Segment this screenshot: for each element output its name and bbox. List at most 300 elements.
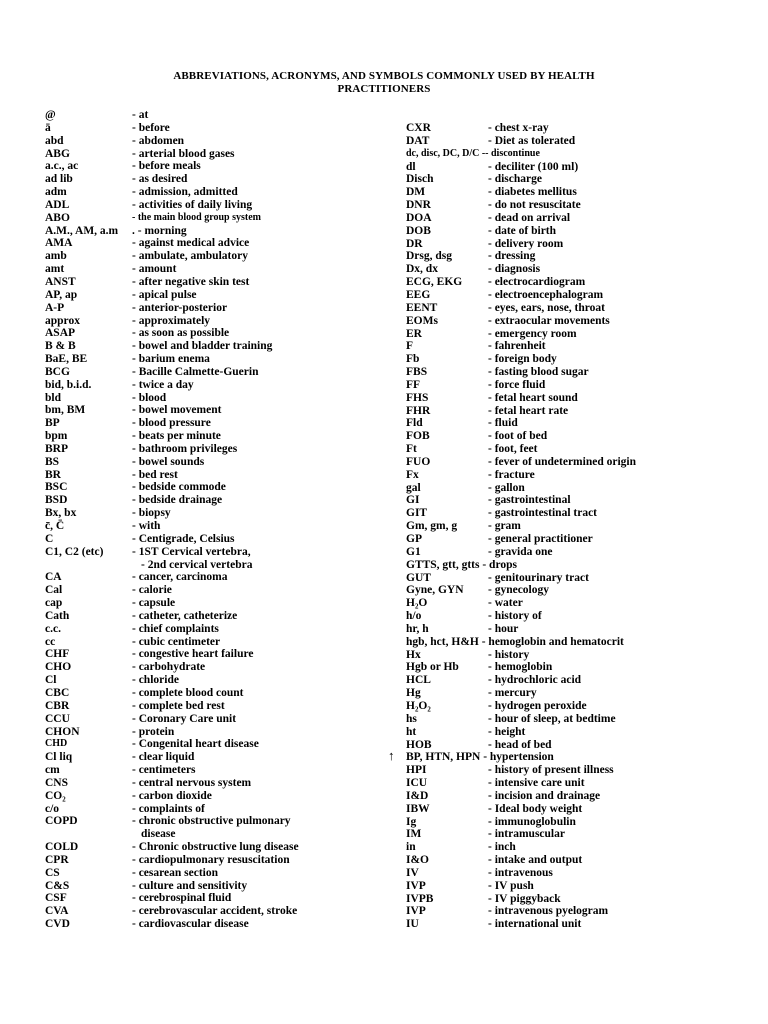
abbreviation: amt — [45, 263, 65, 276]
abbreviation: Dx, dx — [406, 263, 438, 276]
list-item — [45, 237, 385, 250]
abbreviation: G1 — [406, 545, 421, 558]
abbreviation: Ig — [406, 815, 417, 828]
definition: - cardiovascular disease — [132, 918, 249, 931]
definition: - anterior-posterior — [132, 301, 228, 314]
definition: - diabetes mellitus — [488, 186, 577, 199]
abbreviation: COPD — [45, 815, 78, 828]
abbreviation: FUO — [406, 455, 431, 468]
abbreviation: BP, HTN, HPN - hypertension — [406, 751, 554, 764]
list-item — [406, 841, 768, 854]
definition: - cardiopulmonary resuscitation — [132, 853, 290, 866]
definition: - fahrenheit — [488, 340, 546, 353]
definition: - IV push — [488, 879, 534, 892]
arrow-up-icon: ↑ — [388, 748, 395, 764]
definition: - hydrochloric acid — [488, 674, 582, 687]
definition: - dead on arrival — [488, 211, 571, 224]
definition: - bowel movement — [132, 404, 222, 417]
abbreviation: bld — [45, 391, 61, 404]
definition: - fetal heart sound — [488, 391, 578, 404]
list-item — [406, 816, 768, 829]
list-item — [406, 148, 768, 161]
list-item — [388, 748, 768, 764]
definition: - general practitioner — [488, 533, 593, 545]
abbreviation: IM — [406, 828, 422, 841]
list-item — [406, 161, 768, 174]
abbreviation: Cl — [45, 674, 57, 687]
abbreviation: IV — [406, 866, 419, 879]
abbreviation: ASAP — [45, 327, 76, 340]
list-item — [406, 636, 768, 649]
abbreviation: FHS — [406, 391, 429, 404]
abbreviation: ā — [45, 121, 51, 134]
definition: - foot, feet — [488, 443, 538, 456]
abbreviation: B & B — [45, 340, 76, 353]
definition: - incision and drainage — [488, 789, 601, 802]
definition: - eyes, ears, nose, throat — [488, 301, 605, 314]
definition: - bowel sounds — [132, 455, 205, 468]
list-item — [406, 379, 768, 392]
list-item — [45, 790, 385, 803]
list-item — [45, 520, 385, 533]
list-item — [45, 546, 385, 572]
list-item — [406, 482, 768, 495]
definition: - carbon dioxide — [132, 789, 212, 802]
abbreviation: C1, C2 (etc) — [45, 545, 104, 558]
abbreviation: ABG — [45, 147, 70, 160]
definition: - approximately — [132, 314, 211, 327]
definition: - Bacille Calmette-Guerin — [132, 365, 259, 378]
abbreviation: A-P — [45, 301, 65, 314]
definition: - diagnosis — [488, 263, 541, 276]
abbreviation: AMA — [45, 237, 73, 250]
definition: - foot of bed — [488, 430, 548, 443]
abbreviation: approx — [45, 314, 80, 327]
definition: - Coronary Care unit — [132, 712, 237, 725]
abbreviation: ANST — [45, 275, 76, 288]
abbreviation: Disch — [406, 173, 434, 186]
definition: - fever of undetermined origin — [488, 455, 636, 468]
abbreviation: F — [406, 340, 414, 353]
definition: - at — [132, 109, 149, 121]
abbreviation: ABO — [45, 211, 70, 224]
list-item — [45, 392, 385, 405]
abbreviation: CBC — [45, 686, 70, 699]
abbreviation: Hg — [406, 687, 421, 700]
list-item — [45, 160, 385, 173]
definition: - activities of daily living — [132, 198, 253, 211]
list-item — [45, 674, 385, 687]
abbreviation: C&S — [45, 879, 70, 892]
abbreviation: CHF — [45, 648, 70, 661]
abbreviation: CHON — [45, 725, 80, 738]
abbreviation: BCG — [45, 365, 70, 378]
definition: - bedside commode — [132, 481, 226, 494]
list-item — [406, 828, 768, 841]
list-item — [406, 456, 768, 469]
list-item — [45, 584, 385, 597]
abbreviation: c/o — [45, 802, 60, 815]
list-item — [406, 520, 768, 533]
left-column — [45, 109, 385, 931]
abbreviation: DNR — [406, 199, 431, 212]
definition: - complete blood count — [132, 686, 244, 699]
list-item — [406, 623, 768, 636]
definition: - twice a day — [132, 378, 194, 391]
right-column — [388, 122, 768, 931]
definition: - hour — [488, 622, 519, 635]
abbreviation: CPR — [45, 853, 69, 866]
list-item — [406, 918, 768, 931]
list-item — [45, 417, 385, 430]
abbreviation: EENT — [406, 301, 438, 314]
definition: - chief complaints — [132, 622, 219, 635]
abbreviation: cm — [45, 764, 60, 777]
abbreviation: Cal — [45, 584, 63, 597]
definition-line-1: - chronic obstructive pulmonary — [132, 815, 291, 828]
abbreviation: in — [406, 841, 416, 854]
abbreviation: gal — [406, 481, 421, 494]
list-item — [45, 315, 385, 328]
abbreviation: ad lib — [45, 173, 73, 186]
abbreviation: CBR — [45, 699, 70, 712]
list-item — [45, 751, 385, 764]
definition: - cancer, carcinoma — [132, 571, 228, 584]
page-title-line-2: PRACTITIONERS — [337, 83, 431, 95]
list-item — [406, 302, 768, 315]
list-item — [45, 764, 385, 777]
abbreviation: Gm, gm, g — [406, 520, 458, 533]
definition: - culture and sensitivity — [132, 879, 248, 892]
abbreviation: Drsg, dsg — [406, 250, 453, 263]
definition: - bathroom privileges — [132, 442, 238, 455]
abbreviation: amb — [45, 250, 67, 263]
definition: - Centigrade, Celsius — [132, 532, 235, 545]
abbreviation: CVD — [45, 918, 70, 931]
list-item — [406, 584, 768, 597]
list-item — [45, 135, 385, 148]
list-item — [406, 700, 768, 713]
list-item — [45, 726, 385, 739]
definition — [132, 815, 291, 841]
list-item — [406, 122, 768, 135]
definition: - IV piggyback — [488, 892, 561, 905]
list-item — [45, 803, 385, 816]
page-title-line-1: ABBREVIATIONS, ACRONYMS, AND SYMBOLS COMMONLY USED BY HEALTH — [173, 70, 595, 82]
definition: - calorie — [132, 584, 172, 597]
list-item — [45, 366, 385, 379]
list-item — [45, 700, 385, 713]
abbreviation: cc — [45, 635, 56, 648]
definition: - force fluid — [488, 378, 546, 391]
abbreviation: BaE, BE — [45, 353, 88, 366]
definition: - fracture — [488, 468, 535, 481]
definition: - history of — [488, 610, 542, 623]
definition: - immunoglobulin — [488, 815, 576, 828]
abbreviation: DOA — [406, 211, 432, 224]
abbreviation: FOB — [406, 430, 430, 443]
abbreviation: BRP — [45, 442, 68, 455]
list-item — [406, 225, 768, 238]
list-item — [406, 790, 768, 803]
abbreviation: BSD — [45, 494, 68, 507]
list-item — [406, 739, 768, 752]
definition: - electroencephalogram — [488, 288, 604, 301]
definition: - Chronic obstructive lung disease — [132, 841, 299, 854]
definition: - before meals — [132, 160, 201, 173]
definition: - genitourinary tract — [488, 571, 589, 584]
list-item — [406, 238, 768, 251]
definition: - against medical advice — [132, 237, 250, 250]
list-item — [45, 456, 385, 469]
list-item — [406, 328, 768, 341]
abbreviation: dc, disc, DC, D/C -- discontinue — [406, 147, 540, 159]
list-item — [406, 674, 768, 687]
definition: - capsule — [132, 597, 176, 610]
list-item — [406, 417, 768, 430]
definition: - hydrogen peroxide — [488, 699, 587, 712]
abbreviation: CSF — [45, 892, 67, 905]
abbreviation: DAT — [406, 134, 430, 147]
definition: - Diet as tolerated — [488, 134, 576, 147]
list-item — [406, 276, 768, 289]
definition: - congestive heart failure — [132, 648, 254, 661]
list-item — [406, 546, 768, 559]
definition: - international unit — [488, 918, 582, 931]
abbreviation: IU — [406, 918, 419, 931]
abbreviation: BSC — [45, 481, 68, 494]
list-item — [406, 854, 768, 867]
abbreviation: h/o — [406, 610, 422, 623]
abbreviation: c.c. — [45, 622, 61, 635]
abbreviation: FBS — [406, 366, 428, 379]
abbreviation: hr, h — [406, 622, 429, 635]
list-item — [45, 648, 385, 661]
definition: - do not resuscitate — [488, 199, 581, 212]
abbreviation: ECG, EKG — [406, 276, 463, 289]
list-item — [406, 199, 768, 212]
definition: - electrocardiogram — [488, 276, 586, 289]
definition: - fasting blood sugar — [488, 366, 589, 379]
list-item — [406, 366, 768, 379]
list-item — [406, 610, 768, 623]
abbreviation: ER — [406, 327, 422, 340]
definition: - date of birth — [488, 224, 557, 237]
list-item — [45, 122, 385, 135]
list-item — [406, 212, 768, 225]
definition: - hour of sleep, at bedtime — [488, 712, 616, 725]
list-item — [406, 597, 768, 610]
abbreviation: IVP — [406, 905, 426, 918]
abbreviation: GP — [406, 533, 422, 545]
list-item — [45, 507, 385, 520]
definition: - chloride — [132, 674, 179, 687]
definition: - intravenous pyelogram — [488, 905, 609, 918]
definition: - ambulate, ambulatory — [132, 250, 248, 263]
list-item — [45, 404, 385, 417]
abbreviation: BP — [45, 417, 60, 430]
abbreviation: HCL — [406, 674, 431, 687]
abbreviation: Fld — [406, 417, 423, 430]
definition: - clear liquid — [132, 751, 195, 764]
list-item — [406, 250, 768, 263]
definition: - before — [132, 121, 170, 134]
abbreviation: H₂O — [406, 597, 428, 610]
abbreviation: GI — [406, 494, 420, 507]
abbreviation: I&O — [406, 854, 429, 867]
abbreviation: ht — [406, 725, 417, 738]
abbreviation: HPI — [406, 764, 427, 777]
definition: - history of present illness — [488, 764, 614, 777]
definition: - admission, admitted — [132, 186, 238, 199]
definition: - complaints of — [132, 802, 205, 815]
list-item — [406, 289, 768, 302]
abbreviation: DM — [406, 186, 426, 199]
list-item — [406, 494, 768, 507]
abbreviation: EOMs — [406, 314, 438, 327]
definition: - beats per minute — [132, 430, 221, 443]
definition: - with — [132, 520, 161, 532]
abbreviation: CHD — [45, 738, 68, 750]
abbreviation: FF — [406, 378, 421, 391]
list-item — [406, 340, 768, 353]
definition: - as desired — [132, 173, 188, 186]
list-item — [406, 777, 768, 790]
list-item — [45, 173, 385, 186]
abbreviation: Gyne, GYN — [406, 584, 464, 597]
list-item — [45, 199, 385, 212]
list-item — [45, 379, 385, 392]
list-item — [45, 610, 385, 623]
list-item — [406, 649, 768, 662]
abbreviation: CA — [45, 571, 62, 584]
abbreviation: H₂O₂ — [406, 699, 431, 712]
abbreviation: @ — [45, 109, 56, 121]
definition: - abdomen — [132, 134, 185, 147]
definition: - gravida one — [488, 545, 553, 558]
abbreviation: adm — [45, 186, 67, 199]
list-item — [45, 109, 385, 122]
definition: - amount — [132, 263, 177, 276]
definition-line-2: disease — [141, 828, 176, 841]
abbreviation: AP, ap — [45, 288, 78, 301]
list-item — [45, 738, 385, 751]
definition: - arterial blood gases — [132, 147, 235, 160]
abbreviation: Ft — [406, 443, 417, 456]
list-item — [406, 533, 768, 546]
definition: - intramuscular — [488, 828, 565, 841]
abbreviation: FHR — [406, 404, 431, 417]
definition: - cerebrospinal fluid — [132, 892, 232, 905]
list-item — [45, 880, 385, 893]
abbreviation: CNS — [45, 776, 69, 789]
abbreviation: Fx — [406, 468, 419, 481]
abbreviation: C — [45, 532, 54, 545]
list-item — [45, 225, 385, 238]
list-item — [406, 867, 768, 880]
abbreviation: c̄, C̄ — [45, 520, 65, 532]
abbreviation: BS — [45, 455, 60, 468]
abbreviation: DR — [406, 237, 423, 250]
abbreviation: bpm — [45, 430, 68, 443]
abbreviation: bid, b.i.d. — [45, 378, 92, 391]
list-item — [45, 276, 385, 289]
abbreviation: GUT — [406, 571, 431, 584]
list-item — [406, 443, 768, 456]
definition: - water — [488, 597, 523, 610]
list-item — [406, 353, 768, 366]
definition: - fetal heart rate — [488, 404, 569, 417]
definition: - cesarean section — [132, 866, 219, 879]
definition: - history — [488, 648, 530, 661]
abbreviation: BR — [45, 468, 61, 481]
list-item — [406, 572, 768, 585]
abbreviation: CS — [45, 866, 60, 879]
abbreviation: Fb — [406, 353, 420, 366]
list-item — [406, 507, 768, 520]
list-item — [406, 880, 768, 893]
list-item — [45, 815, 385, 841]
abbreviation: GIT — [406, 507, 428, 520]
list-item — [45, 597, 385, 610]
list-item — [406, 905, 768, 918]
definition: . - morning — [132, 224, 187, 237]
definition: - intensive care unit — [488, 777, 585, 790]
definition: - extraocular movements — [488, 314, 610, 327]
abbreviation: Hgb or Hb — [406, 661, 459, 674]
abbreviation: hs — [406, 712, 417, 725]
definition: - barium enema — [132, 353, 210, 366]
list-item — [45, 905, 385, 918]
list-item — [45, 661, 385, 674]
definition: - intake and output — [488, 854, 583, 867]
abbreviation: A.M., AM, a.m — [45, 224, 119, 237]
list-item — [45, 340, 385, 353]
abbreviation: CXR — [406, 122, 431, 134]
abbreviation: CCU — [45, 712, 70, 725]
list-item — [45, 263, 385, 276]
abbreviation: CHO — [45, 661, 72, 674]
definition: - cubic centimeter — [132, 635, 221, 648]
list-item — [45, 469, 385, 482]
definition: - gastrointestinal tract — [488, 507, 598, 520]
list-item — [45, 289, 385, 302]
definition: - catheter, catheterize — [132, 609, 238, 622]
list-item — [406, 469, 768, 482]
definition: - gynecology — [488, 584, 550, 597]
list-item — [45, 713, 385, 726]
list-item — [406, 713, 768, 726]
list-item — [45, 302, 385, 315]
list-item — [45, 918, 385, 931]
abbreviation: hgb, hct, H&H - hemoglobin and hematocrit — [406, 635, 624, 648]
abbreviation: a.c., ac — [45, 160, 79, 173]
list-item — [45, 443, 385, 456]
abbreviation: GTTS, gtt, gtts - drops — [406, 558, 517, 571]
abbreviation: ADL — [45, 198, 70, 211]
abbreviation: abd — [45, 134, 64, 147]
definition: - protein — [132, 725, 175, 738]
definition: - blood pressure — [132, 417, 211, 430]
definition: - head of bed — [488, 738, 552, 751]
abbreviation: I&D — [406, 789, 429, 802]
definition: - fluid — [488, 417, 518, 430]
definition: - discharge — [488, 173, 542, 186]
list-item — [406, 661, 768, 674]
list-item — [45, 481, 385, 494]
list-item — [45, 494, 385, 507]
definition: - Ideal body weight — [488, 802, 583, 815]
